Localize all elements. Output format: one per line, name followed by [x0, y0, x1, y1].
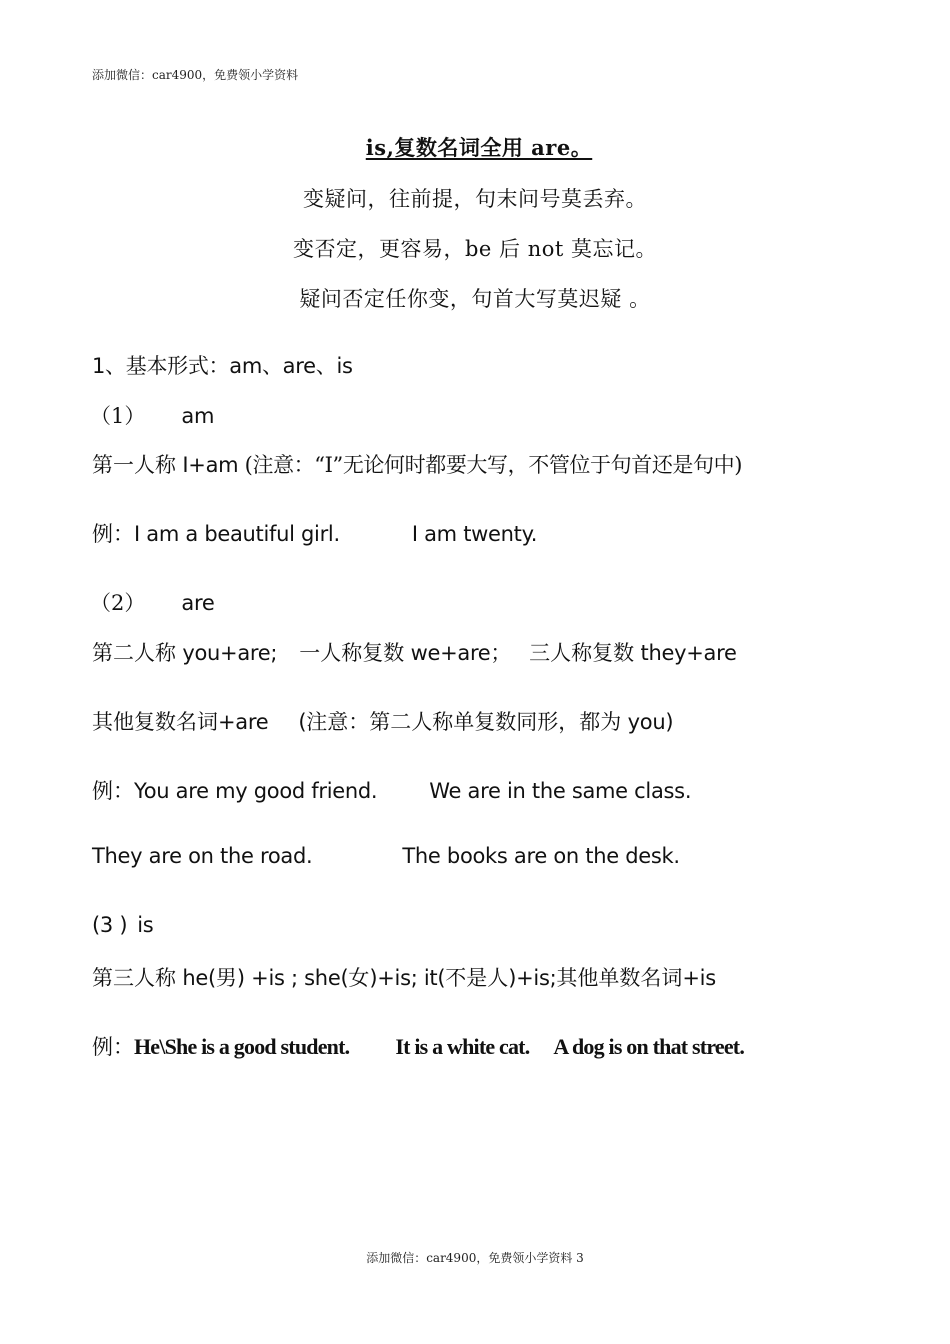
are-example-4: The books are on the desk. [402, 844, 680, 868]
am-example-label: 例： [92, 522, 134, 546]
am-example-1: I am a beautiful girl. [134, 522, 340, 546]
are-rule-2 [92, 706, 673, 736]
am-rule [92, 449, 742, 479]
are-example-label: 例： [92, 779, 134, 803]
are-rule4-cn: 其他复数名词 [92, 710, 218, 734]
is-rule-b: ) +is ; she( [236, 966, 349, 990]
is-example-3: A dog is on that street. [553, 1034, 745, 1059]
are-rule4-note-cn: 注意：第二人称单复数同形，都为 [306, 710, 622, 734]
is-example-2: It is a white cat. [395, 1034, 530, 1059]
is-rule [92, 962, 716, 992]
subsection-am-word: am [181, 404, 215, 428]
am-rule-cn: 第一人称 [92, 453, 176, 477]
am-example-2: I am twenty. [411, 522, 538, 546]
header-note: 添加微信：car4900，免费领小学资料 [92, 68, 299, 82]
am-rule-note: (注意：“I”无论何时都要大写，不管位于句首还是句中) [244, 453, 743, 477]
are-example-1: You are my good friend. [134, 779, 378, 803]
is-example-1: He\She is a good student. [134, 1034, 350, 1059]
is-rule-not-person: 不是人 [445, 966, 509, 990]
poem-line-1: 变疑问，往前提，句末问号莫丢弃。 [303, 187, 647, 211]
is-rule-d: )+is; [508, 966, 557, 990]
poem-title [0, 132, 950, 162]
is-rule-c: )+is; it( [369, 966, 446, 990]
are-example-2: We are in the same class. [429, 779, 692, 803]
poem-title-text: is,复数名词全用 are。 [365, 135, 593, 160]
are-rule4-note-open: ( [298, 710, 307, 734]
is-example-label: 例： [92, 1035, 134, 1059]
are-rule-1 [92, 637, 737, 667]
is-rule-e-cn: 其他单数名词 [556, 966, 683, 990]
subsection-are-heading [90, 587, 214, 617]
are-rule2-formula: we+are； [404, 641, 512, 665]
are-rule3-cn: 三人称复数 [529, 641, 635, 665]
subsection-is-heading [92, 913, 153, 937]
subsection-are-label: （2） [90, 591, 146, 615]
are-example-3: They are on the road. [92, 844, 313, 868]
are-rule1-formula: you+are; [176, 641, 278, 665]
am-rule-formula: I+am [176, 453, 245, 477]
is-rule-e: +is [682, 966, 716, 990]
subsection-am-label: （1） [90, 404, 146, 428]
are-examples-1 [92, 775, 691, 805]
is-examples [92, 1031, 744, 1061]
is-rule-a-cn: 第三人称 [92, 966, 176, 990]
poem-line-2: 变否定，更容易，be 后 not 莫忘记。 [292, 237, 657, 261]
are-rule4-formula: +are [218, 710, 269, 734]
subsection-are-word: are [181, 591, 215, 615]
section-heading: 1、基本形式：am、are、is [92, 354, 353, 378]
subsection-am-heading [90, 400, 214, 430]
footer-note: 添加微信：car4900，免费领小学资料 3 [366, 1251, 584, 1265]
are-rule3-formula: they+are [634, 641, 737, 665]
is-rule-female: 女 [348, 966, 370, 990]
poem-line-3: 疑问否定任你变，句首大写莫迟疑 。 [299, 287, 651, 311]
is-rule-male: 男 [215, 966, 237, 990]
is-rule-a: he( [176, 966, 216, 990]
am-examples [92, 518, 537, 548]
subsection-is-label: (3 ) [92, 913, 128, 937]
are-examples-2 [92, 844, 680, 868]
are-rule2-cn: 一人称复数 [299, 641, 405, 665]
subsection-is-word: is [137, 913, 154, 937]
are-rule4-note-tail: you) [621, 710, 674, 734]
are-rule1-cn: 第二人称 [92, 641, 176, 665]
